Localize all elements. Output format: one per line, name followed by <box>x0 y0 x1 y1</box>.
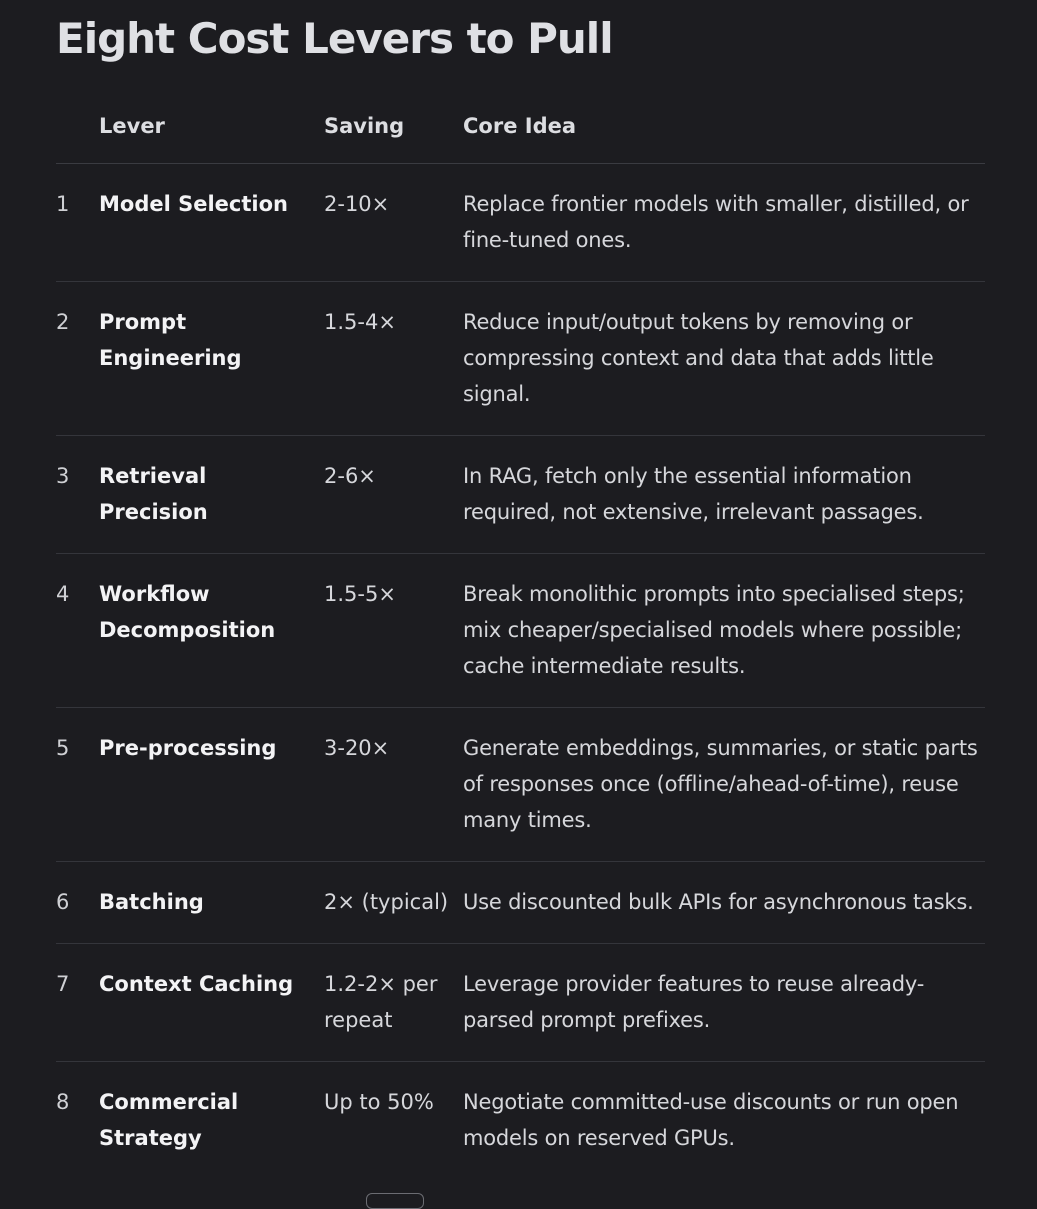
row-number: 8 <box>56 1090 70 1114</box>
table-header-row <box>56 92 985 164</box>
core-idea: Leverage provider features to reuse already-parsed prompt prefixes. <box>463 944 985 1062</box>
lever-name: Prompt Engineering <box>99 282 324 436</box>
lever-name: Model Selection <box>99 164 324 282</box>
lever-name: Pre-processing <box>99 708 324 862</box>
header-core-idea: Core Idea <box>463 92 985 164</box>
saving-value: 2-10× <box>324 164 463 282</box>
saving-value: 3-20× <box>324 708 463 862</box>
lever-name: Batching <box>99 862 324 944</box>
saving-value: 2× (typical) <box>324 862 463 944</box>
page-title: Eight Cost Levers to Pull <box>56 14 613 63</box>
row-number: 5 <box>56 708 99 862</box>
row-number: 7 <box>56 944 99 1062</box>
core-idea: Negotiate committed-use discounts or run open models on reserved GPUs. <box>463 1090 959 1150</box>
row-number: 6 <box>56 862 99 944</box>
table-row <box>56 164 985 282</box>
core-idea: Replace frontier models with smaller, distilled, or fine-tuned ones. <box>463 164 985 282</box>
core-idea: In RAG, fetch only the essential information required, not extensive, irrelevant passages. <box>463 436 985 554</box>
scroll-indicator[interactable] <box>366 1193 424 1209</box>
core-idea: Reduce input/output tokens by removing or compressing context and data that adds little signal. <box>463 282 985 436</box>
core-idea: Use discounted bulk APIs for asynchronous tasks. <box>463 862 985 944</box>
row-number: 4 <box>56 554 99 708</box>
table-row <box>56 282 985 436</box>
table-row <box>56 1062 985 1180</box>
row-number: 1 <box>56 164 99 282</box>
table-row <box>56 436 985 554</box>
header-number <box>56 92 99 164</box>
table-row <box>56 944 985 1062</box>
cost-levers-table <box>56 92 985 1179</box>
header-saving: Saving <box>324 92 463 164</box>
saving-value: 1.2-2× per repeat <box>324 944 463 1062</box>
core-idea: Generate embeddings, summaries, or static parts of responses once (offline/ahead-of-time), reuse many times. <box>463 708 985 862</box>
table-row <box>56 554 985 708</box>
lever-name: Retrieval Precision <box>99 436 324 554</box>
saving-value: 2-6× <box>324 436 463 554</box>
table-row <box>56 862 985 944</box>
header-lever: Lever <box>99 92 324 164</box>
saving-value: 1.5-4× <box>324 282 463 436</box>
lever-name: Context Caching <box>99 944 324 1062</box>
table-row <box>56 708 985 862</box>
row-number: 2 <box>56 282 99 436</box>
lever-name: Workflow Decomposition <box>99 554 324 708</box>
row-number: 3 <box>56 436 99 554</box>
saving-value: Up to 50% <box>324 1090 434 1114</box>
lever-name: Commercial Strategy <box>99 1090 239 1150</box>
core-idea: Break monolithic prompts into specialised steps; mix cheaper/specialised models where possible; cache intermediate results. <box>463 554 985 708</box>
saving-value: 1.5-5× <box>324 554 463 708</box>
